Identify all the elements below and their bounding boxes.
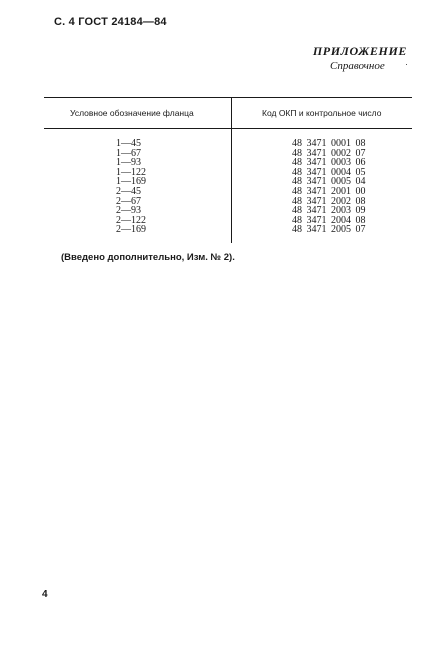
column-okp-code — [292, 139, 366, 235]
table-cell-designation: 2—93 — [116, 205, 141, 217]
table-cell-okp-code: 48 3471 0002 07 — [292, 147, 366, 159]
table-cell-okp-code: 48 3471 0003 06 — [292, 157, 366, 169]
table-header-rule — [44, 128, 412, 129]
table-cell-okp-code: 48 3471 0004 05 — [292, 166, 366, 178]
amendment-note: (Введено дополнительно, Изм. № 2). — [61, 252, 235, 263]
table-cell-okp-code: 48 3471 2004 08 — [292, 214, 366, 226]
scan-speck — [406, 64, 407, 65]
table-top-rule — [44, 97, 412, 98]
page-header-standard: С. 4 ГОСТ 24184—84 — [54, 16, 167, 28]
table-cell-okp-code: 48 3471 2003 09 — [292, 205, 366, 217]
table-cell-designation: 2—169 — [116, 224, 146, 236]
column-header-designation: Условное обозначение фланца — [70, 108, 194, 118]
table-cell-okp-code: 48 3471 2005 07 — [292, 224, 366, 236]
table-cell-okp-code: 48 3471 0005 04 — [292, 176, 366, 188]
appendix-subtitle: Справочное — [330, 60, 385, 72]
column-header-okp-code: Код ОКП и контрольное число — [262, 108, 382, 118]
appendix-title: ПРИЛОЖЕНИЕ — [312, 44, 407, 58]
table-cell-designation: 2—122 — [116, 214, 146, 226]
table-cell-okp-code: 48 3471 0001 08 — [292, 138, 366, 149]
table-cell-designation: 2—45 — [116, 185, 141, 197]
page-number: 4 — [42, 589, 48, 600]
table-cell-designation: 1—67 — [116, 147, 141, 159]
table-column-divider — [231, 97, 232, 243]
table-cell-designation: 2—67 — [116, 195, 141, 207]
table-cell-designation: 1—93 — [116, 157, 141, 169]
table-cell-okp-code: 48 3471 2001 00 — [292, 185, 366, 197]
table-cell-designation: 1—45 — [116, 138, 141, 149]
column-designation — [116, 139, 146, 235]
table-cell-designation: 1—122 — [116, 166, 146, 178]
table-cell-designation: 1—169 — [116, 176, 146, 188]
table-cell-okp-code: 48 3471 2002 08 — [292, 195, 366, 207]
